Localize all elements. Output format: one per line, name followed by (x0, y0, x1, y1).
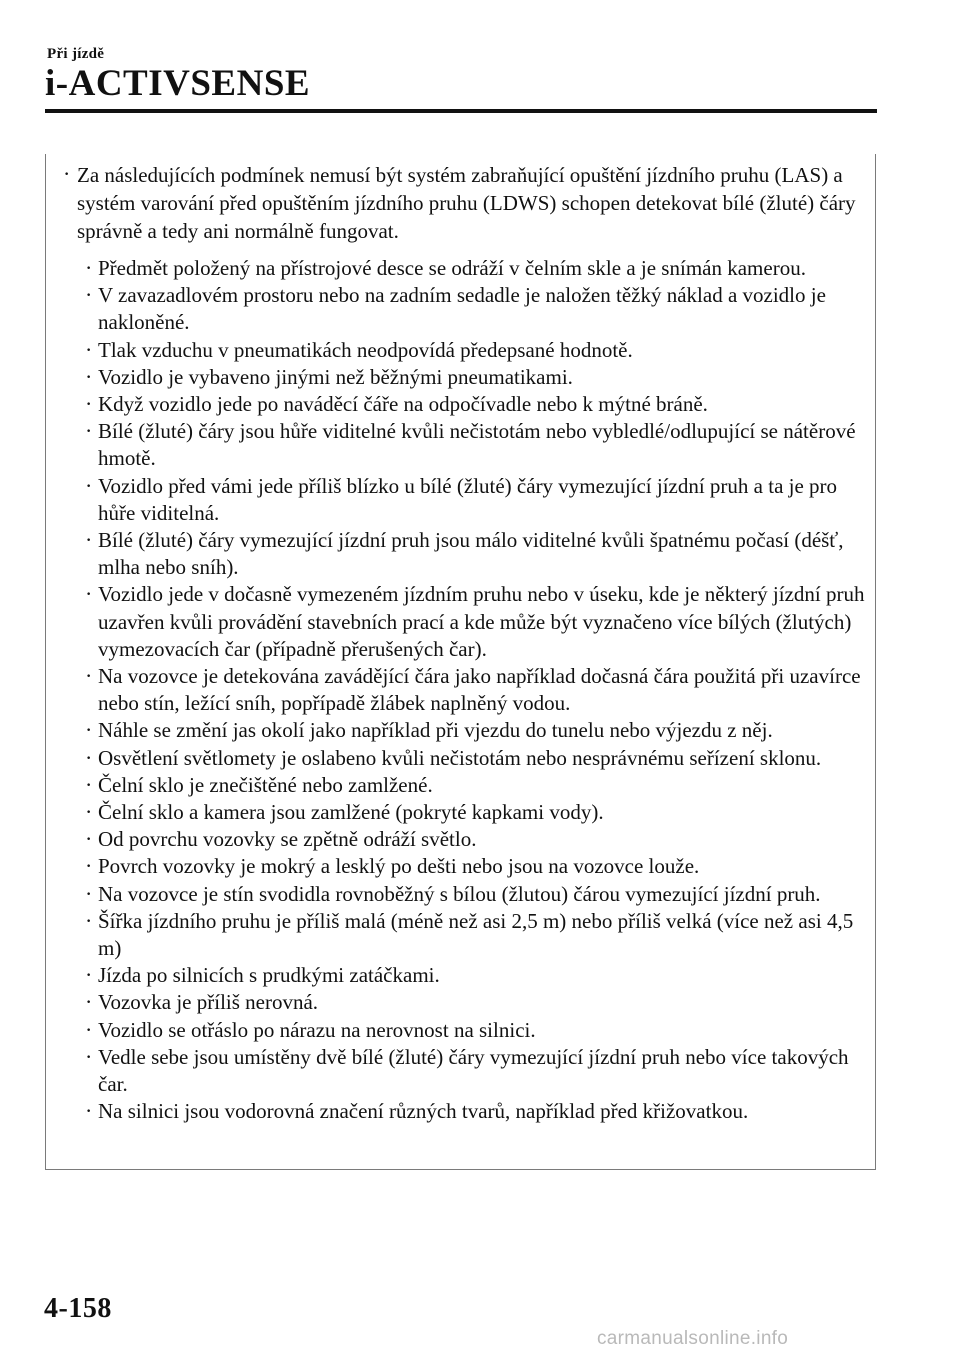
list-item (86, 255, 868, 282)
list-item (86, 1044, 868, 1098)
list-item-text: Když vozidlo jede po naváděcí čáře na odpočívadle nebo k mýtné bráně. (98, 392, 708, 417)
list-item-text: Náhle se změní jas okolí jako například při vjezdu do tunelu nebo výjezdu z něj. (98, 718, 773, 743)
page-title: i-ACTIVSENSE (45, 63, 311, 104)
list-item (86, 391, 868, 418)
list-item-text: Povrch vozovky je mokrý a lesklý po dešti nebo jsou na vozovce louže. (98, 854, 700, 879)
list-item (86, 473, 868, 527)
bullet-icon: · (86, 287, 92, 305)
list-item (86, 772, 868, 799)
bullet-icon: · (86, 586, 92, 604)
section-label: Při jízdě (47, 46, 105, 62)
list-item-text: Na vozovce je detekována zavádějící čára jako například dočasná čára použitá při uzavírce nebo stín, ležící sníh, popřípadě žlábek naplněný vodou. (98, 664, 861, 716)
list-item-text: Vozidlo jede v dočasně vymezeném jízdním pruhu nebo v úseku, kde je některý jízdní pruh uzavřen kvůli provádění stavebních prací a kde může být vyznačeno více bílých (žlutých) vymezovacích čar (případně přerušených čar). (98, 582, 865, 661)
list-item-text: Šířka jízdního pruhu je příliš malá (méně než asi 2,5 m) nebo příliš velká (více než asi 4,5 m) (98, 908, 854, 961)
list-item (86, 663, 868, 717)
bullet-icon: · (86, 1021, 92, 1039)
list-item-text: Vedle sebe jsou umístěny dvě bílé (žluté) čáry vymezující jízdní pruh nebo více takových čar. (98, 1044, 849, 1097)
watermark: carmanualsonline.info (597, 1328, 789, 1349)
bullet-icon: · (86, 368, 92, 386)
list-item (86, 989, 868, 1016)
bullet-icon: · (86, 1048, 92, 1066)
bullet-icon: · (86, 831, 92, 849)
list-item (86, 962, 868, 989)
bullet-icon: · (86, 1103, 92, 1121)
bullet-icon: · (86, 532, 92, 550)
bullet-icon: · (86, 967, 92, 985)
list-item-text: Na vozovce je stín svodidla rovnoběžný s bílou (žlutou) čárou vymezující jízdní pruh. (98, 881, 821, 906)
page-number: 4-158 (44, 1293, 112, 1324)
list-item (86, 581, 868, 663)
bullet-icon: · (86, 994, 92, 1012)
list-item (86, 717, 868, 744)
bullet-icon: · (86, 749, 92, 767)
list-item-text: Na silnici jsou vodorovná značení různých tvarů, například před křižovatkou. (98, 1099, 749, 1124)
bullet-icon: · (86, 668, 92, 686)
list-item (86, 745, 868, 772)
title-divider (45, 109, 877, 113)
list-item (86, 337, 868, 364)
list-item (86, 1098, 868, 1125)
bullet-icon: · (86, 912, 92, 930)
list-item (86, 799, 868, 826)
list-item-text: Předmět položený na přístrojové desce se odráží v čelním skle a je snímán kamerou. (98, 256, 806, 280)
bullet-icon: · (86, 423, 92, 441)
bullet-icon: · (86, 396, 92, 414)
bullet-icon: · (86, 477, 92, 495)
list-item-text: Od povrchu vozovky se zpětně odráží světlo. (98, 827, 477, 852)
list-item-text: Vozidlo před vámi jede příliš blízko u bílé (žluté) čáry vymezující jízdní pruh a ta je pro hůře viditelná. (98, 473, 838, 525)
list-item (86, 418, 868, 472)
list-item (86, 826, 868, 853)
list-item (86, 527, 868, 581)
list-item-text: Vozidlo se otřáslo po nárazu na nerovnost na silnici. (98, 1017, 536, 1042)
list-item (86, 1017, 868, 1044)
list-item (86, 364, 868, 391)
list-item (86, 881, 868, 908)
bullet-icon: · (86, 858, 92, 876)
list-item-text: Osvětlení světlomety je oslabeno kvůli nečistotám nebo nesprávnému seřízení sklonu. (98, 745, 822, 770)
notice-intro-text: Za následujících podmínek nemusí být systém zabraňující opuštění jízdního pruhu (LAS) a systém varování před opuštěním jízdního pruhu (LDWS) schopen detekovat bílé (žluté) čáry správně a tedy ani normálně fungovat. (77, 163, 856, 243)
list-item-text: Tlak vzduchu v pneumatikách neodpovídá předepsané hodnotě. (98, 337, 633, 362)
notice-intro (64, 161, 867, 245)
list-item (86, 908, 868, 962)
list-item (86, 282, 868, 336)
bullet-icon: · (86, 722, 92, 740)
bullet-icon: · (86, 341, 92, 359)
list-item-text: Vozovka je příliš nerovná. (98, 990, 319, 1015)
list-item-text: Bílé (žluté) čáry vymezující jízdní pruh jsou málo viditelné kvůli špatnému počasí (déšť, mlha nebo sníh). (98, 528, 844, 580)
list-item-text: Čelní sklo je znečištěné nebo zamlžené. (98, 772, 433, 797)
list-item-text: V zavazadlovém prostoru nebo na zadním sedadle je naložen těžký náklad a vozidlo je nakloněné. (98, 283, 826, 335)
list-item-text: Jízda po silnicích s prudkými zatáčkami. (98, 963, 440, 988)
bullet-icon: · (86, 804, 92, 822)
list-item-text: Bílé (žluté) čáry jsou hůře viditelné kvůli nečistotám nebo vybledlé/odlupující se nátěrové hmotě. (98, 419, 856, 471)
list-item-text: Vozidlo je vybaveno jinými než běžnými pneumatikami. (98, 364, 573, 389)
condition-list (86, 255, 868, 1126)
bullet-icon: · (86, 776, 92, 794)
list-item-text: Čelní sklo a kamera jsou zamlžené (pokryté kapkami vody). (98, 800, 604, 825)
bullet-icon: · (64, 166, 70, 183)
bullet-icon: · (86, 260, 92, 277)
list-item (86, 853, 868, 880)
bullet-icon: · (86, 885, 92, 903)
